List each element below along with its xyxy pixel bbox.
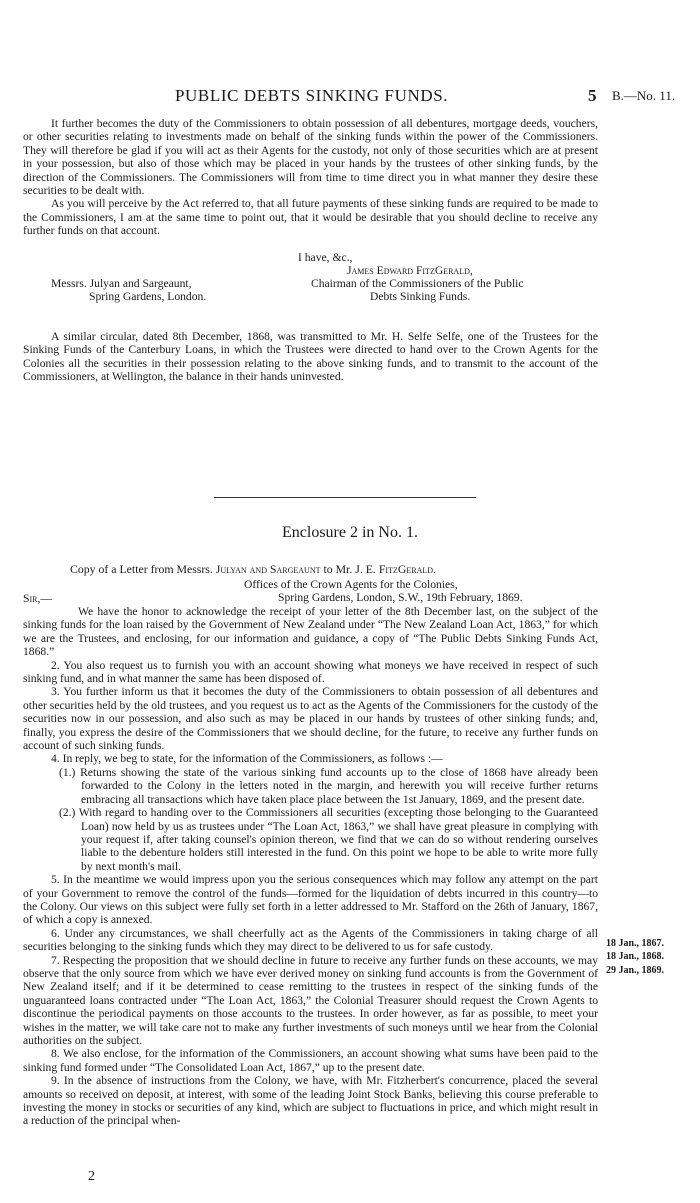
letter-caption <box>70 562 436 577</box>
sub-item: (1.) Returns showing the state of the various sinking fund accounts up to the close of 1868 have already been forwarded to the Colony in the letters noted in the margin, and herewith you will receive further returns embracing all transactions which have taken place place between the 1st January, 1869, and the present date. <box>59 765 598 806</box>
address-line: Offices of the Crown Agents for the Colonies, <box>244 578 458 591</box>
signatory-title: Debts Sinking Funds. <box>370 290 471 303</box>
paragraph: We have the honor to acknowledge the receipt of your letter of the 8th December last, on the subject of the sinking funds for the loan raised by the Government of New Zealand under “The New Zealand Loan Act, 1863,” for which we are the Trustees, and enclosing, for our information and guidance, a copy of “The Public Debts Sinking Funds Act, 1868.” <box>23 605 598 659</box>
margin-note: 18 Jan., 1868. <box>606 951 665 963</box>
paragraph: A similar circular, dated 8th December, 1868, was transmitted to Mr. H. Selfe Selfe, one of the Trustees for the Sinking Funds of the Canterbury Loans, in which the Trustees were directed to hand over to the Crown Agents for the Colonies all the securities in their possession relating to the above sinking funds, and to transmit to the account of the Commissioners, at Wellington, the balance in their hands uninvested. <box>23 330 598 384</box>
margin-note: 29 Jan., 1869. <box>606 964 665 976</box>
enclosure-body <box>23 605 598 1128</box>
paragraph: 2. You also request us to furnish you with an account showing what moneys we have received in respect of such sinking fund, and in what manner the same has been disposed of. <box>23 658 598 686</box>
paragraph: It further becomes the duty of the Commissioners to obtain possession of all debentures, mortgage deeds, vouchers, or other securities relating to investments made on behalf of the sinking funds within the power of the Commissioners. They will therefore be glad if you will act as their Agents for the custody, not only of those securities which are at present in your possession, but also of those which may be placed in your hands by the trustees of other sinking funds, by the direction of the Commissioners. The Commissioners will from time to time direct you in what manner they desire these securities to be dealt with. <box>23 117 598 198</box>
paragraph: 4. In reply, we beg to state, for the information of the Commissioners, as follows :— <box>51 752 443 766</box>
page-title: PUBLIC DEBTS SINKING FUNDS. <box>175 86 449 105</box>
enclosure-heading: Enclosure 2 in No. 1. <box>282 524 418 541</box>
paragraph: 7. Respecting the proposition that we should decline in future to receive any further funds on these accounts, we may observe that the only source from which we have ever derived money on sinking fund accounts is from the Government of New Zealand itself; and if it be determined to cease remitting to the trustees in respect of the sinking funds of the unguaranteed loans contracted under “The Loan Act, 1863,” the Colonial Treasurer should request the Crown Agents to discontinue the periodical payments on those accounts to the trustees. In order however, as far as possible, to meet your wishes in the matter, we will take care not to make any further investments of such moneys until we hear from the Colonial authorities on the subject. <box>23 953 598 1047</box>
section-divider <box>214 497 476 498</box>
paragraph: 3. You further inform us that it becomes the duty of the Commissioners to obtain possession of all debentures and other securities held by the old trustees, and you request us to act as the Agents of the Commissioners for the custody of the securities now in our possession, and also such as may be placed in our hands by trustees of other sinking funds; and, finally, you express the desire of the Commissioners that we should decline, for the future, to receive any further funds on account of such sinking funds. <box>23 685 598 753</box>
paragraph: 8. We also enclose, for the information of the Commissioners, an account showing what sums have been paid to the sinking fund formed under “The Consolidated Loan Act, 1867,” up to the present date. <box>23 1047 598 1074</box>
caption-prefix: Copy of a Letter from Messrs. <box>70 562 213 576</box>
letter-address <box>244 578 523 605</box>
signature-mark: 2 <box>88 1169 95 1184</box>
circular-note <box>23 330 598 384</box>
sub-item: (2.) With regard to handing over to the Commissioners all securities (excepting those belonging to the Guaranteed Loan) now held by us as trustees under “The Loan Act, 1863,” we shall have great pleasure in complying with your request if, after taking counsel's opinion thereon, we find that we can do so without rendering ourselves liable to the debenture holders still interested in the fund. On this point we hope to be able to write more fully by next month's mail. <box>59 806 598 873</box>
signatory-title: Chairman of the Commissioners of the Public <box>311 277 524 290</box>
address-line: Spring Gardens, London, S.W., 19th February, 1869. <box>278 591 523 605</box>
caption-to: to Mr. J. E. <box>323 562 376 576</box>
margin-note: 18 Jan., 1867. <box>606 938 665 949</box>
salutation: Sir,— <box>23 592 52 605</box>
margin-notes <box>606 937 664 977</box>
document-reference: B.—No. 11. <box>612 88 676 103</box>
signatory-name: James Edward FitzGerald, <box>347 264 473 277</box>
paragraph: 5. In the meantime we would impress upon you the serious consequences which may follow any attempt on the part of your Government to remove the control of the funds—formed for the liquidation of debts incurred in this country—to the Colony. Our views on this subject were fully set forth in a letter addressed to Mr. Stafford on the 26th of January, 1867, of which a copy is annexed. <box>23 873 598 927</box>
paragraph: 9. In the absence of instructions from the Colony, we have, with Mr. Fitzherbert's concurrence, placed the several amounts so received on deposit, at interest, with some of the leading Joint Stock Banks, believing this course preferable to investing the money in stocks or securities of any kind, which are subject to fluctuations in price, and which might result in a reduction of the principal when- <box>23 1074 598 1128</box>
letter-body <box>23 117 598 238</box>
caption-recipient: FitzGerald. <box>378 562 436 576</box>
closing: I have, &c., <box>298 251 353 264</box>
addressee: Messrs. Julyan and Sargeaunt, <box>51 277 192 290</box>
paragraph: 6. Under any circumstances, we shall cheerfully act as the Agents of the Commissioners in taking charge of all securities belonging to the sinking funds which they may direct to be delivered to us for safe custody. <box>23 926 598 954</box>
caption-sender: Julyan and Sargeaunt <box>215 562 321 576</box>
page-number: 5 <box>588 86 597 105</box>
addressee-address: Spring Gardens, London. <box>89 290 207 303</box>
paragraph: As you will perceive by the Act referred to, that all future payments of these sinking funds are required to be made to the Commissioners, I am at the same time to point out, that it would be desirable that you should decline to receive any further funds on that account. <box>23 197 598 238</box>
